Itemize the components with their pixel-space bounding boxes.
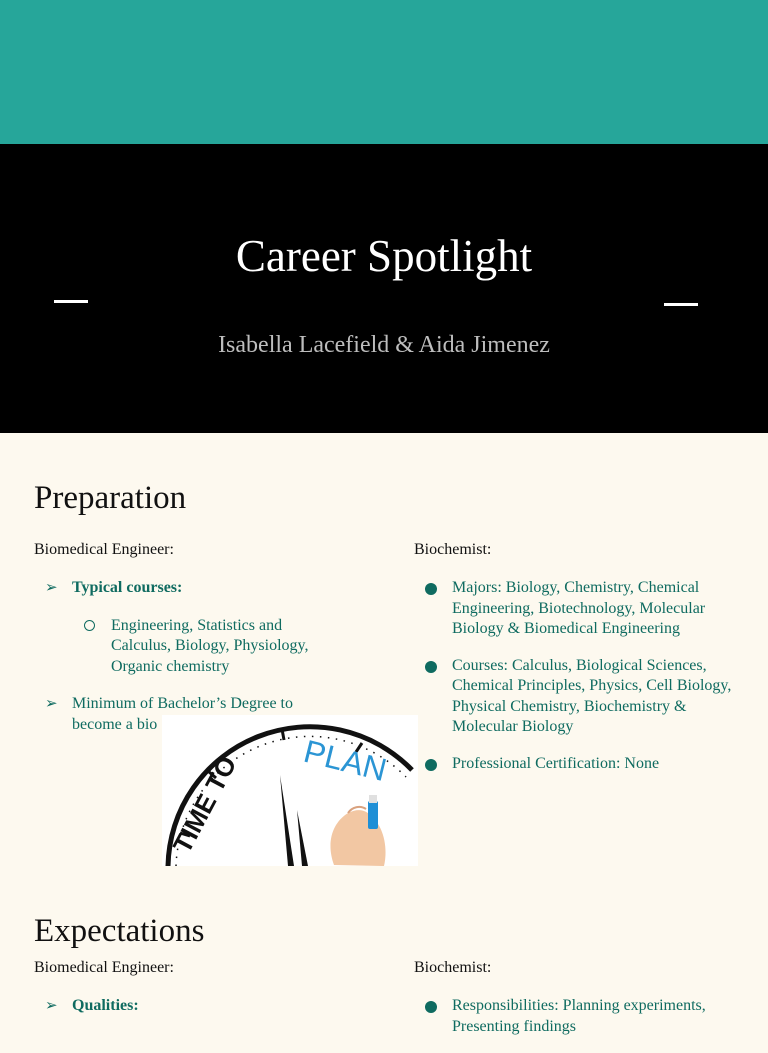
expectations-left-list <box>34 996 344 1033</box>
left-dash-decoration <box>54 300 88 303</box>
expectations-heading: Expectations <box>34 913 205 949</box>
title-slide <box>0 144 768 433</box>
biomedical-engineer-label: Biomedical Engineer: <box>34 959 174 976</box>
list-item: Majors: Biology, Chemistry, Chemical Engineering, Biotechnology, Molecular Biology & Biomedical Engineering <box>414 578 736 640</box>
list-item: Engineering, Statistics and Calculus, Biology, Physiology, Organic chemistry <box>34 616 344 678</box>
filled-circle-bullet-icon <box>425 583 437 595</box>
filled-circle-bullet-icon <box>425 759 437 771</box>
preparation-heading: Preparation <box>34 480 187 516</box>
arrow-bullet-icon: ➢ <box>45 696 58 712</box>
expectations-right-list <box>414 996 736 1053</box>
biochemist-label: Biochemist: <box>414 541 492 558</box>
biochemist-label: Biochemist: <box>414 959 492 976</box>
time-to-text: TIME TO <box>166 751 243 858</box>
plan-text: PLAN <box>300 732 391 789</box>
arrow-bullet-icon: ➢ <box>45 580 58 596</box>
filled-circle-bullet-icon <box>425 1001 437 1013</box>
biomedical-engineer-label: Biomedical Engineer: <box>34 541 174 558</box>
right-dash-decoration <box>664 303 698 306</box>
slide-title: Career Spotlight <box>235 231 533 281</box>
list-item: ➢ Minimum of Bachelor’s Degree to become a bio <box>45 695 293 733</box>
filled-circle-bullet-icon <box>425 661 437 673</box>
list-item: ➢ Typical courses: <box>34 578 344 599</box>
hollow-circle-bullet-icon <box>84 620 95 631</box>
list-item: Courses: Calculus, Biological Sciences, Chemical Principles, Physics, Cell Biology, Physical Chemistry, Biochemistry & Molecular Biology <box>414 656 736 738</box>
list-item: Professional Certification: None <box>414 754 736 775</box>
preparation-right-list <box>414 578 736 790</box>
time-to-plan-clock-image <box>162 715 418 866</box>
list-item: Responsibilities: Planning experiments, Presenting findings <box>414 996 736 1037</box>
arrow-bullet-icon: ➢ <box>45 998 58 1014</box>
teal-header-band <box>0 0 768 144</box>
clock-illustration <box>162 715 418 866</box>
list-item: ➢ Qualities: <box>34 996 344 1017</box>
slide-subtitle: Isabella Lacefield & Aida Jimenez <box>218 332 550 358</box>
